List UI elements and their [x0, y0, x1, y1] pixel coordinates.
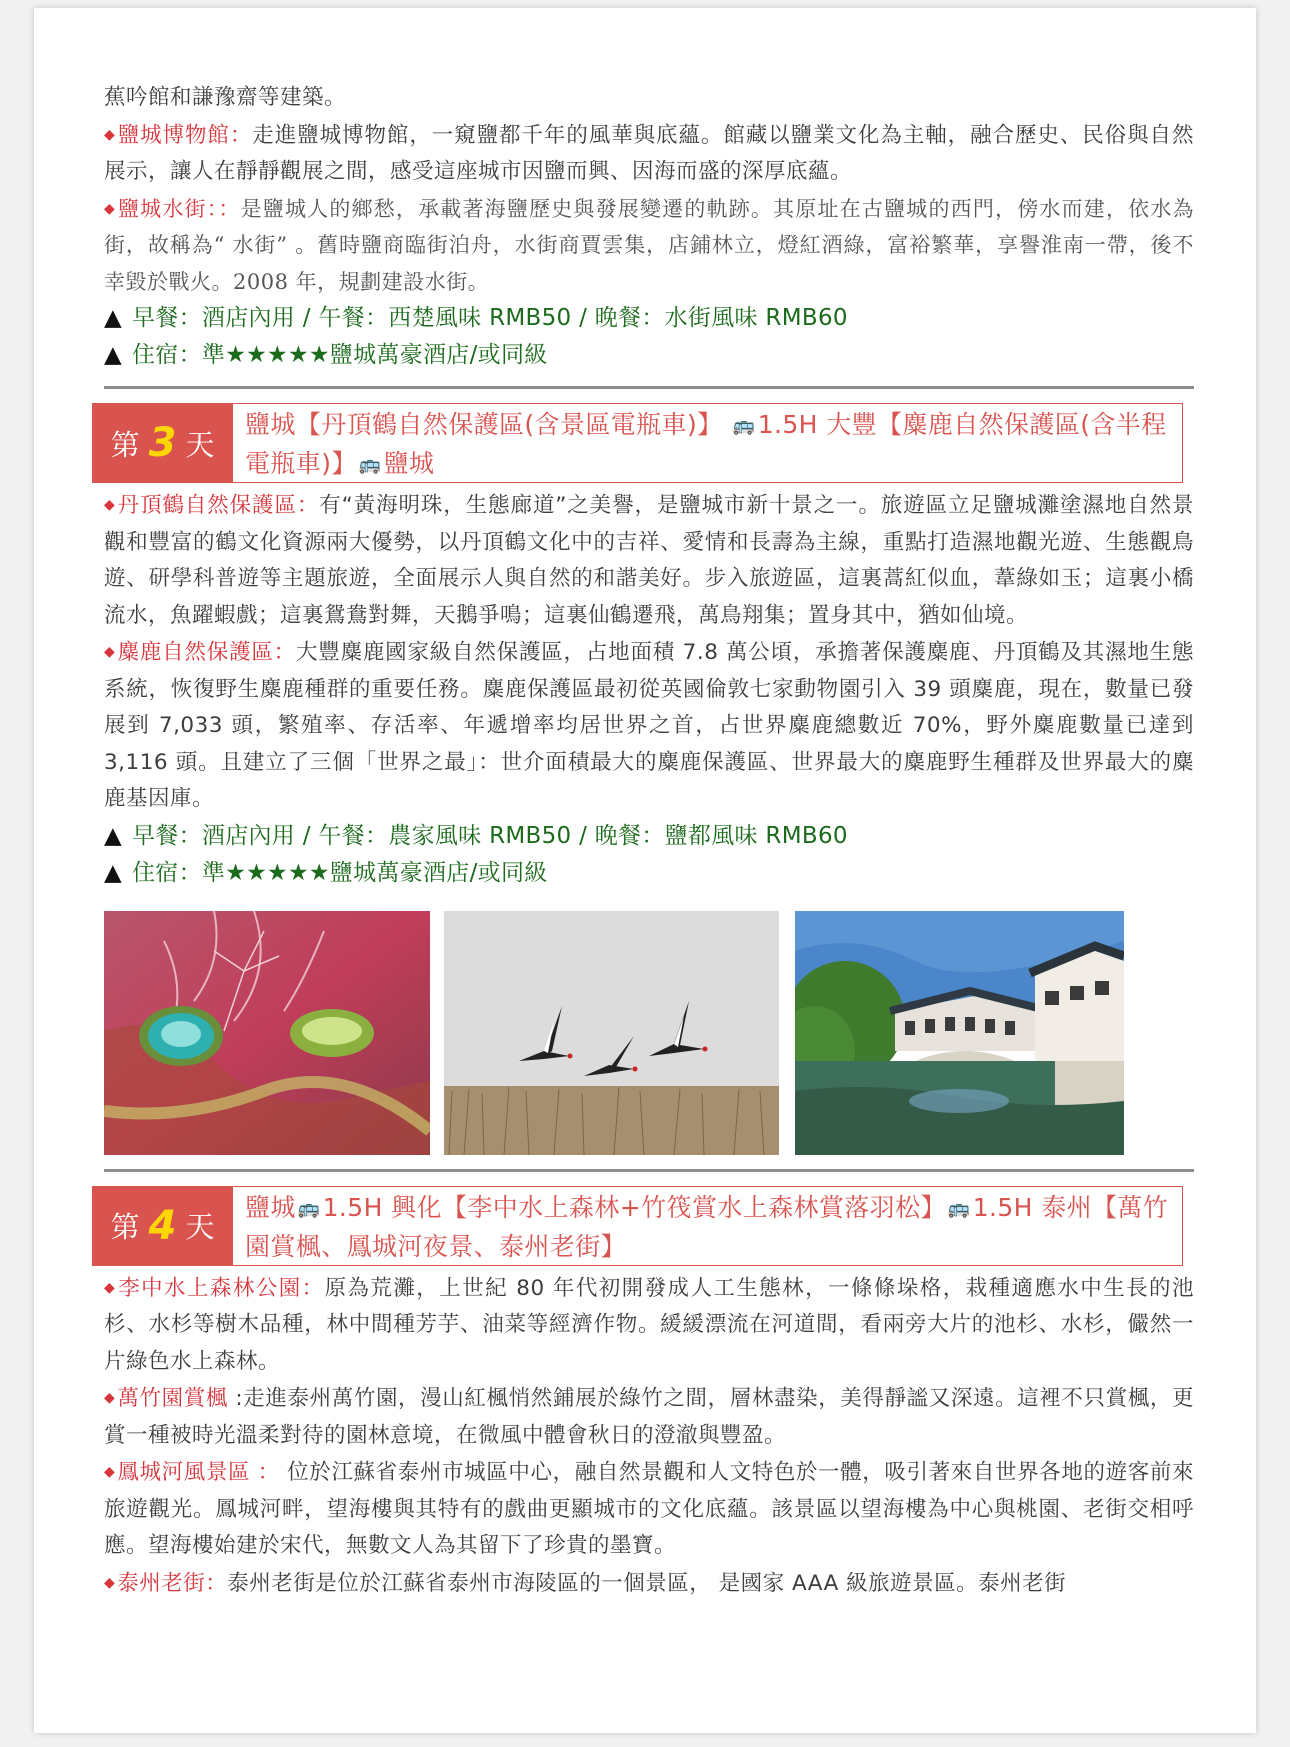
section-divider [104, 386, 1194, 389]
bus-icon: 🚌 [732, 415, 756, 436]
bus-icon: 🚌 [358, 454, 382, 475]
day2-hotel: ▲ 住宿：準★★★★★鹽城萬豪酒店/或同級 [104, 342, 548, 368]
triangle-icon: ▲ [104, 305, 122, 331]
bamboo-paragraph: ◆萬竹園賞楓 :走進泰州萬竹園，漫山紅楓悄然鋪展於綠竹之間，層林盡染，美得靜謐又深遠。這裡不只賞楓，更賞一種被時光溫柔對待的園林意境，在微風中體會秋日的澄澈與豐盈。 [104, 1386, 1194, 1448]
day2-meals: ▲ 早餐：酒店內用 / 午餐：西楚風味 RMB50 / 晚餐：水街風味 RMB60 [104, 305, 848, 331]
bullet-icon: ◆ [104, 126, 116, 143]
bullet-icon: ◆ [104, 200, 116, 217]
day3-hotel: ▲ 住宿：準★★★★★鹽城萬豪酒店/或同級 [104, 859, 548, 886]
day4-route-title: 鹽城 🚌1.5H 興化【李中水上森林+竹筏賞水上森林賞落羽松】 🚌1.5H 泰州【萬竹園賞楓、鳳城河夜景、泰州老街】 [233, 1186, 1183, 1266]
museum-paragraph [104, 117, 1194, 191]
day3-number: 3 [148, 420, 177, 466]
triangle-icon: ▲ [104, 859, 122, 886]
wetland-aerial-photo [104, 911, 430, 1155]
section-divider [104, 1169, 1194, 1172]
museum-text: 走進鹽城博物館，一窺鹽都千年的風華與底蘊。館藏以鹽業文化為主軸，融合歷史、民俗與自然展示，讓人在靜靜觀展之間，感受這座城市因鹽而興、因海而盛的深厚底蘊。 [104, 122, 1194, 184]
bullet-icon: ◆ [104, 644, 116, 660]
day3-meals: ▲ 早餐：酒店內用 / 午餐：農家風味 RMB50 / 晚餐：鹽都風味 RMB60 [104, 822, 848, 849]
forest-title: 李中水上森林公園： [118, 1275, 325, 1301]
bus-icon: 🚌 [947, 1197, 971, 1219]
day2-tail-text: 蕉吟館和謙豫齋等建築。 [104, 85, 347, 110]
deer-paragraph: ◆麋鹿自然保護區：大豐麋鹿國家級自然保護區，占地面積 7.8 萬公頃，承擔著保護麋鹿、丹頂鶴及其濕地生態系統，恢復野生麋鹿種群的重要任務。麋鹿保護區最初從英國倫敦七家動物園引入 39 頭麋鹿，現在，數量已發展到 7,033 頭，繁殖率、存活率、年遞增率均居世界之首，占世界麋鹿總數近 70%，野外麋鹿數量已達到 3,116 頭。且建立了三個「世界之最」：世介面積最大的麋鹿保護區、世界最大的麋鹿野生種群及世界最大的麋鹿基因庫。 [104, 640, 1194, 811]
day4-header [92, 1186, 1183, 1266]
bullet-icon: ◆ [104, 1390, 116, 1406]
oldstreet-paragraph: ◆泰州老街：泰州老街是位於江蘇省泰州市海陵區的一個景區， 是國家 AAA 級旅遊景區。泰州老街 [104, 1570, 1067, 1596]
photo-strip [104, 911, 1194, 1155]
bullet-icon: ◆ [104, 497, 116, 513]
deer-title: 麋鹿自然保護區： [117, 640, 296, 665]
river-paragraph: ◆鳳城河風景區 ： 位於江蘇省泰州市城區中心，融自然景觀和人文特色於一體，吸引著來自世界各地的遊客前來旅遊觀光。鳳城河畔，望海樓與其特有的戲曲更顯城市的文化底蘊。該景區以望海樓為中心與桃園、老街交相呼應。望海樓始建於宋代，無數文人為其留下了珍貴的墨寶。 [104, 1460, 1194, 1558]
bullet-icon: ◆ [104, 1279, 117, 1296]
crane-paragraph: ◆丹頂鶴自然保護區：有“黃海明珠，生態廊道”之美譽，是鹽城市新十景之一。旅遊區立足鹽城灘塗濕地自然景觀和豐富的鶴文化資源兩大優勢，以丹頂鶴文化中的吉祥、愛情和長壽為主線，重點打造濕地觀光遊、生態觀鳥遊、研學科普遊等主題旅遊，全面展示人與自然的和諧美好。步入旅遊區，這裏蒿紅似血，葦綠如玉；這裏小橋流水，魚躍蝦戲；這裏鴛鴦對舞，天鵝爭鳴；這裏仙鶴遷飛，萬鳥翔集；置身其中，猶如仙境。 [104, 493, 1194, 628]
day3-header [92, 403, 1183, 483]
bus-icon: 🚌 [297, 1197, 321, 1219]
bullet-icon: ◆ [104, 1574, 116, 1591]
water-street-title: 鹽城水街：： [117, 196, 241, 221]
water-street-text: 是鹽城人的鄉愁，承載著海鹽歷史與發展變遷的軌跡。其原址在古鹽城的西門，傍水而建，依水為街，故稱為“ 水街” 。舊時鹽商臨街泊舟，水街商賈雲集，店鋪林立，燈紅酒綠，富裕繁華，享譽淮南一帶，後不幸毀於戰火。2008 年，規劃建設水街。 [104, 196, 1195, 294]
water-street-photo [795, 911, 1124, 1155]
bullet-icon: ◆ [104, 1464, 116, 1480]
water-street-paragraph [104, 191, 1194, 301]
cranes-flying-photo [444, 911, 779, 1155]
river-title: 鳳城河風景區 ： [117, 1460, 280, 1485]
document-page [34, 8, 1256, 1733]
day4-badge: 第 4 天 [92, 1186, 233, 1266]
day4-number: 4 [148, 1202, 177, 1249]
day3-badge: 第 3 天 [92, 403, 233, 483]
triangle-icon: ▲ [104, 822, 122, 849]
forest-paragraph: ◆李中水上森林公園：原為荒灘，上世紀 80 年代初開發成人工生態林，一條條垛格，栽種適應水中生長的池杉、水杉等樹木品種，林中間種芳芋、油菜等經濟作物。緩緩漂流在河道間，看兩旁大片的池杉、水杉，儼然一片綠色水上森林。 [104, 1275, 1194, 1374]
museum-title: 鹽城博物館： [117, 122, 253, 148]
triangle-icon: ▲ [104, 342, 122, 368]
crane-title: 丹頂鶴自然保護區： [117, 493, 320, 518]
day3-route-title: 鹽城【丹頂鶴自然保護區(含景區電瓶車)】 🚌1.5H 大豐【麋鹿自然保護區(含半程電瓶車)】 🚌鹽城 [233, 403, 1183, 483]
bamboo-title: 萬竹園賞楓 [117, 1386, 236, 1411]
oldstreet-title: 泰州老街： [117, 1570, 228, 1596]
itinerary-content [104, 80, 1194, 1602]
